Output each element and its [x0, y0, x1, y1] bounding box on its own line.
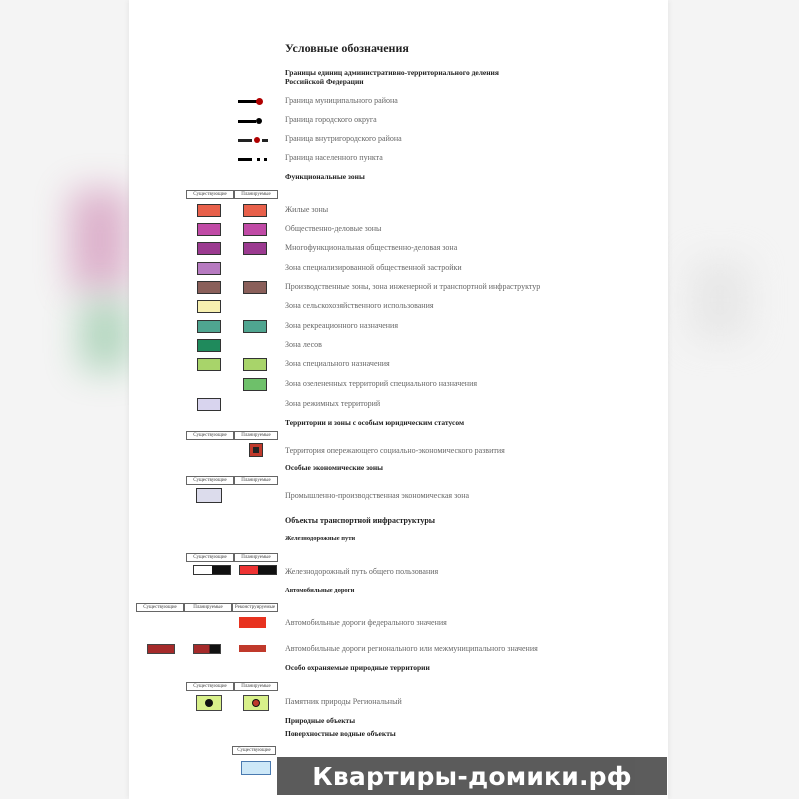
column-header-existing: Существующие	[186, 682, 234, 691]
transport-heading: Объекты транспортной инфраструктуры	[285, 516, 436, 525]
road-symbol-regional-reconstructed	[239, 645, 266, 652]
road-symbol-federal	[239, 617, 266, 628]
zone-swatch-existing	[197, 320, 221, 333]
zone-swatch-existing	[197, 223, 221, 236]
zones-heading: Функциональные зоны	[285, 172, 365, 181]
zone-label: Многофункциональная общественно-деловая зона	[285, 243, 458, 252]
column-header-existing: Существующие	[232, 746, 276, 755]
border-line-settlement	[238, 158, 252, 161]
admin-heading: Границы единиц административно-территориального деления Российской Федерации	[285, 68, 499, 86]
column-header-existing: Существующие	[186, 476, 234, 485]
nature-monument-icon	[205, 699, 213, 707]
rail-heading: Железнодорожные пути	[285, 535, 356, 542]
border-marker	[256, 98, 263, 105]
zone-swatch-planned	[243, 223, 267, 236]
background-blur	[80, 300, 130, 370]
border-line-dash	[262, 139, 268, 142]
zone-swatch-planned	[243, 242, 267, 255]
water-swatch	[241, 761, 271, 775]
column-header-planned: Планируемые	[184, 603, 232, 612]
road-symbol-regional-planned	[193, 644, 221, 654]
special-status-heading: Территории и зоны с особым юридическим статусом	[285, 418, 465, 427]
sez-label: Промышленно-производственная экономическая зона	[285, 491, 470, 500]
border-line-district	[238, 139, 252, 142]
column-header-existing: Существующие	[136, 603, 184, 612]
zone-label: Общественно-деловые зоны	[285, 224, 382, 233]
zone-label: Жилые зоны	[285, 205, 329, 214]
zone-swatch-existing	[197, 204, 221, 217]
zone-swatch-existing	[197, 358, 221, 371]
legend-title: Условные обозначения	[285, 41, 409, 55]
protected-heading: Особо охраняемые природные территории	[285, 663, 430, 672]
border-label: Граница населенного пункта	[285, 153, 383, 162]
watermark-text: Квартиры-домики.рф	[312, 761, 632, 791]
zone-label: Зона сельскохозяйственного использования	[285, 301, 434, 310]
watermark	[277, 757, 667, 795]
zone-swatch-planned	[243, 358, 267, 371]
zone-label: Зона специализированной общественной застройки	[285, 263, 462, 272]
zone-label: Зона лесов	[285, 340, 322, 349]
border-line-city	[238, 120, 256, 123]
rail-symbol-planned	[239, 565, 277, 575]
zone-swatch-existing	[197, 300, 221, 313]
nature-monument-icon	[252, 699, 260, 707]
rail-label: Железнодорожный путь общего пользования	[285, 567, 439, 576]
zone-label: Зона специального назначения	[285, 359, 390, 368]
column-header-planned: Планируемые	[234, 682, 278, 691]
zone-swatch-planned	[243, 281, 267, 294]
zone-swatch-existing	[197, 398, 221, 411]
zone-label: Производственные зоны, зона инженерной и транспортной инфраструктур	[285, 282, 541, 291]
column-header-existing: Существующие	[186, 190, 234, 199]
border-marker	[254, 137, 260, 143]
border-dot	[257, 158, 260, 161]
zone-swatch-planned	[243, 378, 267, 391]
border-label: Граница городского округа	[285, 115, 377, 124]
sez-swatch	[196, 488, 222, 503]
zone-swatch-planned	[243, 320, 267, 333]
protected-label: Памятник природы Региональный	[285, 697, 402, 706]
zone-label: Зона режимных территорий	[285, 399, 381, 408]
background-blur	[690, 260, 750, 340]
zone-swatch-existing	[197, 242, 221, 255]
background-blur	[70, 190, 130, 290]
column-header-existing: Существующие	[186, 431, 234, 440]
zone-swatch-planned	[243, 204, 267, 217]
column-header-planned: Планируемые	[234, 190, 278, 199]
zone-swatch-existing	[197, 339, 221, 352]
roads-heading: Автомобильные дороги	[285, 587, 355, 594]
zone-swatch-existing	[197, 281, 221, 294]
border-marker	[256, 118, 262, 124]
sez-heading: Особые экономические зоны	[285, 463, 384, 472]
special-status-symbol-inner	[253, 447, 259, 453]
column-header-planned: Планируемые	[234, 553, 278, 562]
border-dot	[264, 158, 267, 161]
road-label: Автомобильные дороги федерального значения	[285, 618, 447, 627]
special-status-label: Территория опережающего социально-экономического развития	[285, 446, 505, 455]
road-label: Автомобильные дороги регионального или межмуниципального значения	[285, 644, 538, 653]
border-label: Граница муниципального района	[285, 96, 398, 105]
road-symbol-regional-existing	[147, 644, 175, 654]
column-header-planned: Планируемые	[234, 476, 278, 485]
zone-swatch-existing	[197, 262, 221, 275]
column-header-planned: Планируемые	[234, 431, 278, 440]
zone-label: Зона озелененных территорий специального назначения	[285, 379, 478, 388]
column-header-reconstructed: Реконструируемые	[232, 603, 278, 612]
natural-heading: Природные объекты	[285, 716, 356, 725]
zone-label: Зона рекреационного назначения	[285, 321, 399, 330]
water-heading: Поверхностные водные объекты	[285, 729, 396, 738]
border-label: Граница внутригородского района	[285, 134, 402, 143]
column-header-existing: Существующие	[186, 553, 234, 562]
rail-symbol-existing	[193, 565, 231, 575]
